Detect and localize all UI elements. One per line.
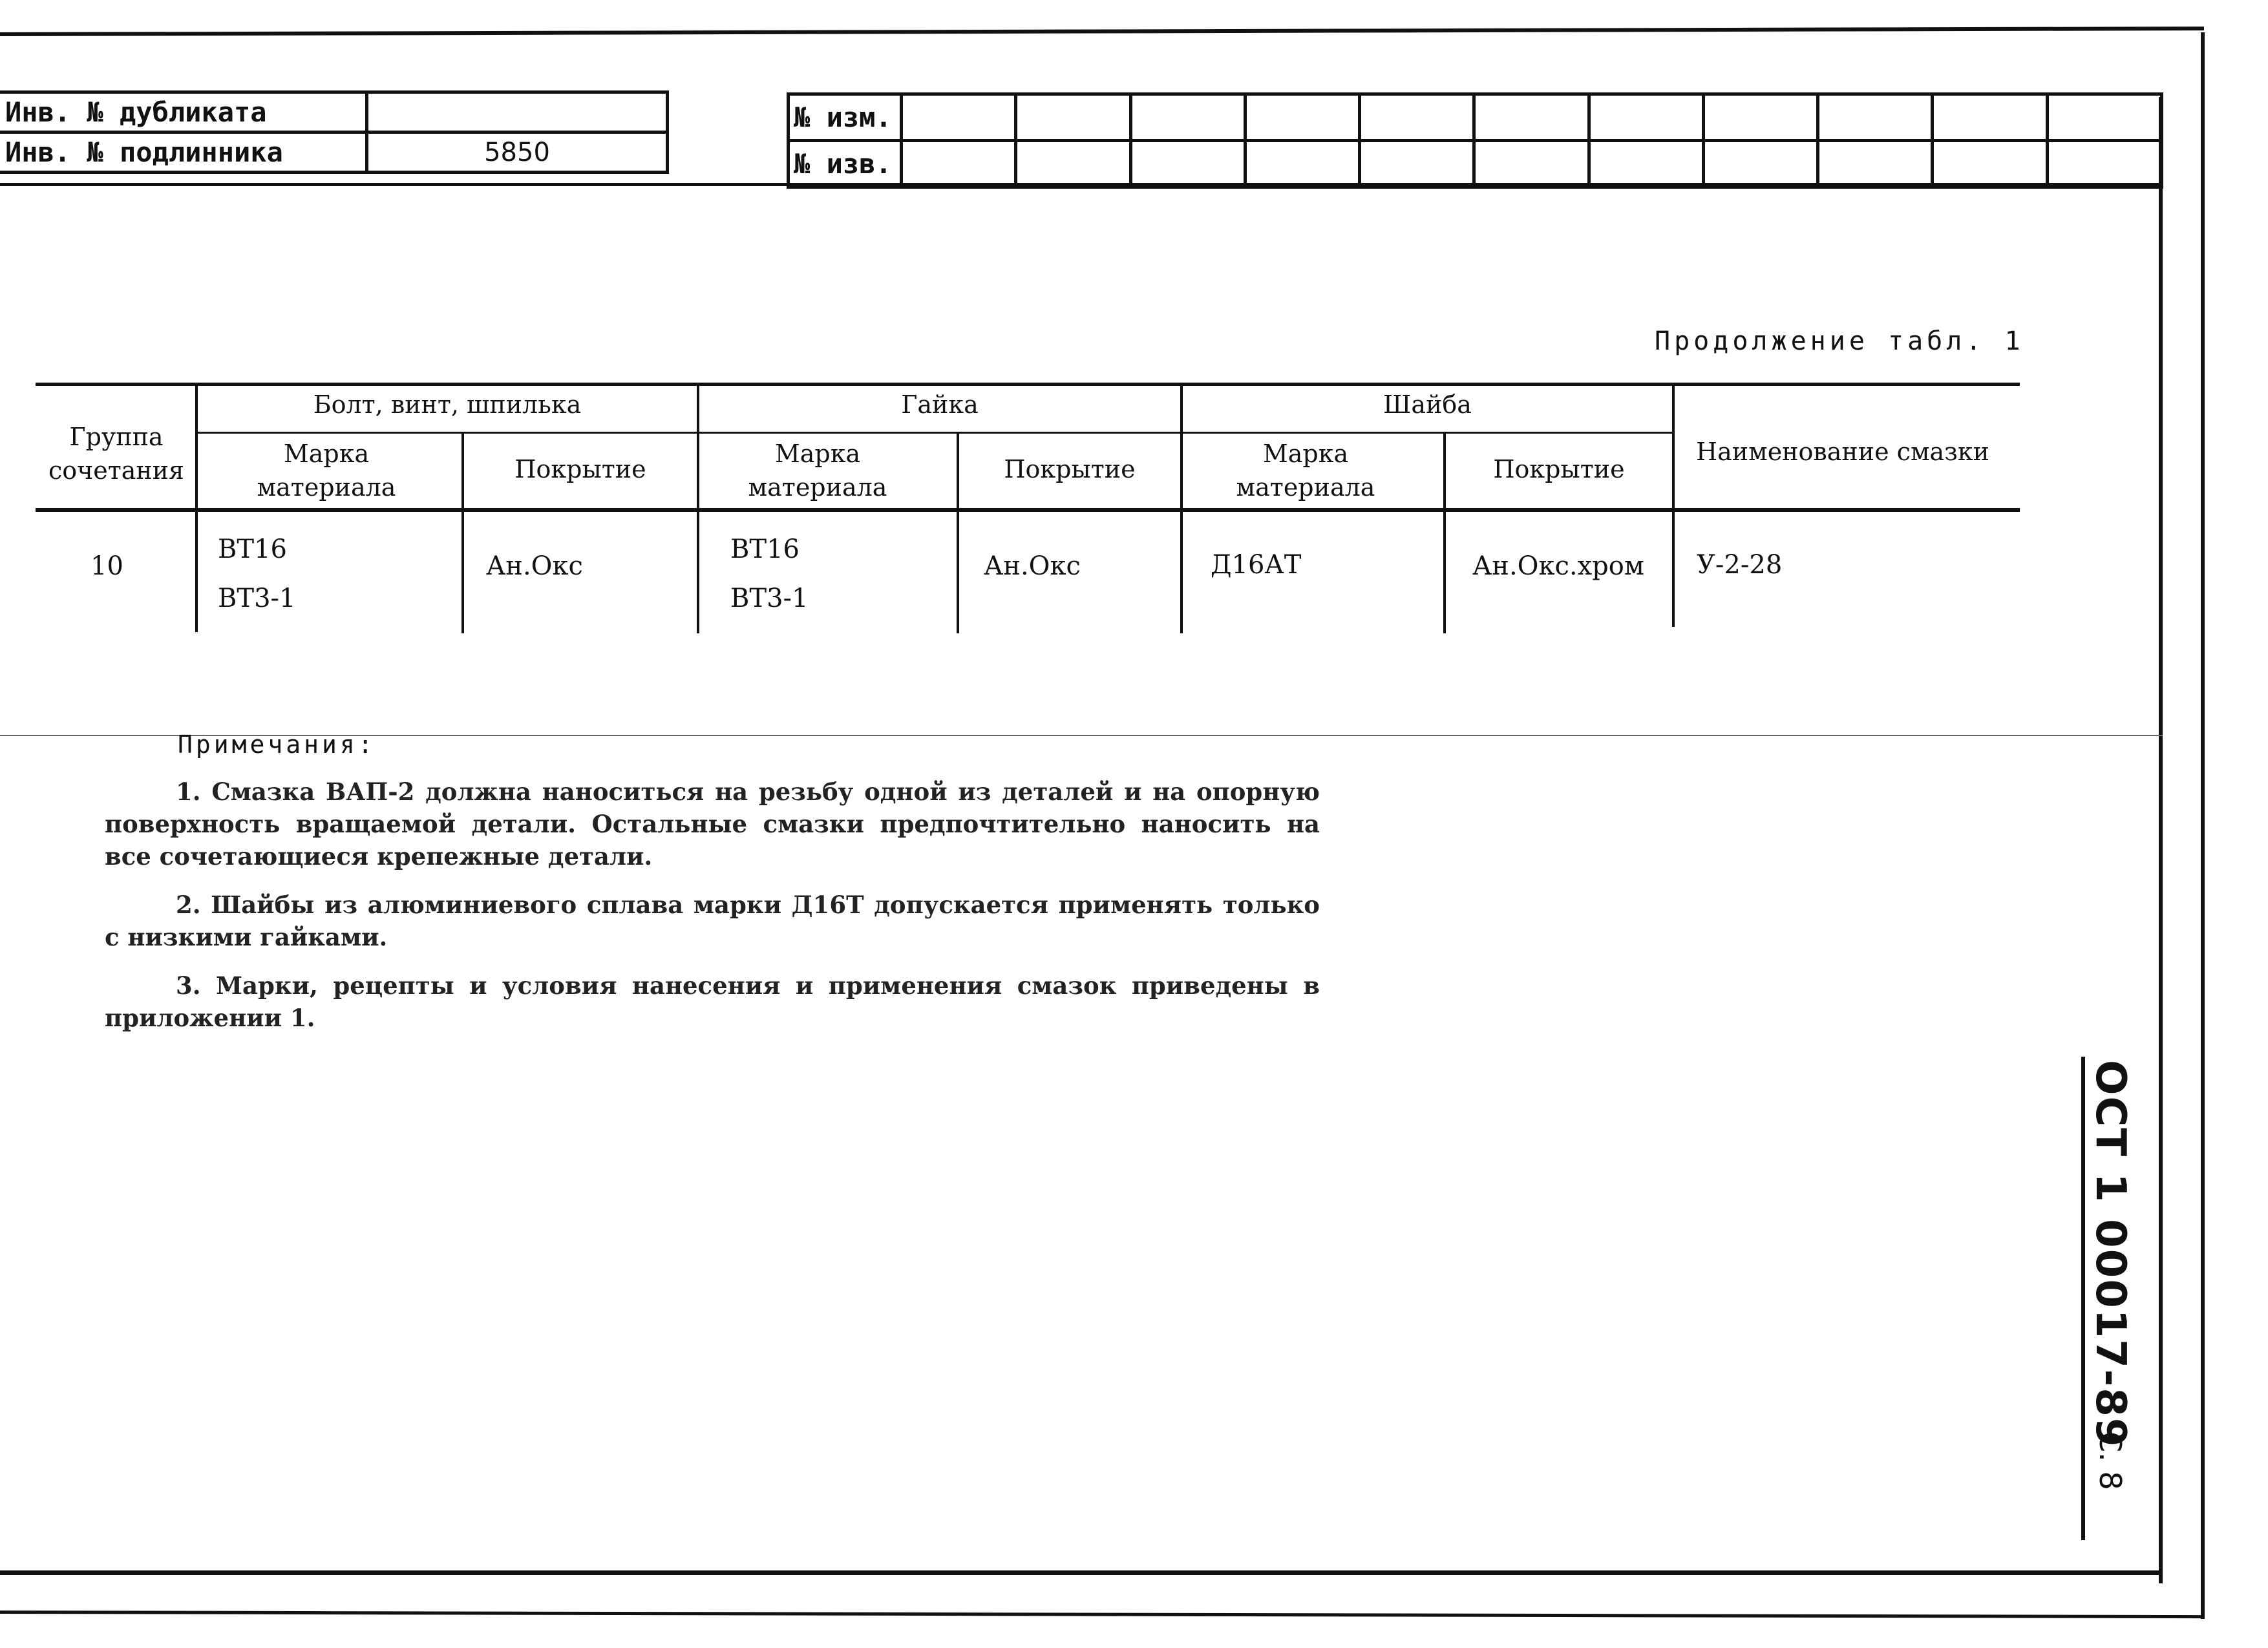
table-header-bottom-line: [36, 508, 2020, 512]
header-bolt-material: Марка материала: [257, 439, 396, 502]
notice-number-label: № изв.: [789, 141, 902, 187]
table-vline-5: [1180, 385, 1183, 633]
change-number-label: № изм.: [789, 94, 902, 141]
revision-block: [787, 92, 2163, 189]
change-cell-3: [1130, 94, 1245, 141]
notice-cell-3: [1130, 141, 1245, 187]
note-1: 1. Смазка ВАП-2 должна наноситься на резьбу одной из деталей и на опорную поверхность вращаемой детали. Остальные смазки предпочтительно наносить на все сочетающиеся крепежные детали.: [105, 777, 1320, 871]
notice-cell-10: [1933, 141, 2047, 187]
note-3: 3. Марки, рецепты и условия нанесения и применения смазок приведены в приложении 1.: [105, 971, 1320, 1032]
notice-cell-9: [1818, 141, 1933, 187]
header-washer-coating: Покрытие: [1493, 455, 1625, 483]
frame-bottom-outer-line: [0, 1611, 2205, 1618]
cell-nut-material-1: ВТ16: [730, 534, 800, 564]
header-nut-coating: Покрытие: [1004, 455, 1136, 483]
change-cell-6: [1474, 94, 1589, 141]
frame-top-line: [0, 26, 2204, 36]
inv-original-label: Инв. № подлинника: [0, 132, 367, 173]
notice-cell-11: [2047, 141, 2161, 187]
change-cell-2: [1016, 94, 1130, 141]
table-top-line: [36, 383, 2020, 386]
change-cell-8: [1703, 94, 1818, 141]
change-cell-4: [1245, 94, 1359, 141]
notice-cell-1: [902, 141, 1016, 187]
page-number-text: С. 8: [2093, 1431, 2128, 1490]
table-vline-1: [195, 385, 198, 632]
cell-washer-coating: Ан.Окс.хром: [1472, 551, 1644, 581]
header-group: Группа сочетания: [48, 423, 185, 485]
table-caption: Продолжение табл. 1: [1655, 326, 2024, 356]
header-nut: Гайка: [901, 390, 979, 419]
notice-cell-7: [1589, 141, 1703, 187]
change-cell-7: [1589, 94, 1703, 141]
cell-nut-material-2: ВТ3-1: [730, 584, 809, 613]
table-subheader-line: [195, 432, 1672, 434]
cell-nut-coating: Ан.Окс: [984, 551, 1081, 581]
inv-duplicate-label: Инв. № дубликата: [0, 92, 367, 132]
table-vline-3: [697, 385, 699, 633]
frame-right-inner-line: [2159, 97, 2163, 1583]
change-cell-11: [2047, 94, 2161, 141]
cell-bolt-material-2: ВТ3-1: [218, 584, 296, 613]
change-cell-10: [1933, 94, 2047, 141]
header-nut-material: Марка материала: [748, 439, 887, 502]
notes-title: Примечания:: [178, 730, 376, 759]
header-washer: Шайба: [1383, 390, 1472, 419]
frame-right-outer-line: [2201, 32, 2205, 1619]
notice-cell-6: [1474, 141, 1589, 187]
page-number: [2081, 1415, 2139, 1506]
notice-cell-8: [1703, 141, 1818, 187]
document-code-text: ОСТ 1 00017-89: [2086, 1060, 2134, 1448]
header-washer-material: Марка материала: [1236, 439, 1375, 502]
cell-lubricant: У-2-28: [1697, 550, 1783, 580]
cell-bolt-material-1: ВТ16: [218, 534, 287, 564]
notice-cell-4: [1245, 141, 1359, 187]
cell-group: 10: [90, 551, 123, 581]
table-vline-7: [1672, 383, 1675, 627]
inventory-stamp: [0, 90, 669, 174]
cell-bolt-coating: Ан.Окс: [486, 551, 583, 581]
inv-duplicate-value: [367, 92, 668, 132]
inv-original-value: 5850: [367, 132, 668, 173]
header-bolt: Болт, винт, шпилька: [313, 390, 582, 419]
frame-bottom-inner-line: [0, 1570, 2163, 1575]
header-bolt-coating: Покрытие: [514, 455, 646, 483]
header-lubricant: Наименование смазки: [1696, 438, 1989, 466]
note-2: 2. Шайбы из алюминиевого сплава марки Д16Т допускается применять только с низкими гайками.: [105, 891, 1320, 951]
change-cell-5: [1360, 94, 1474, 141]
change-cell-1: [902, 94, 1016, 141]
cell-washer-material: Д16АТ: [1211, 550, 1302, 580]
notice-cell-5: [1360, 141, 1474, 187]
change-cell-9: [1818, 94, 1933, 141]
notice-cell-2: [1016, 141, 1130, 187]
